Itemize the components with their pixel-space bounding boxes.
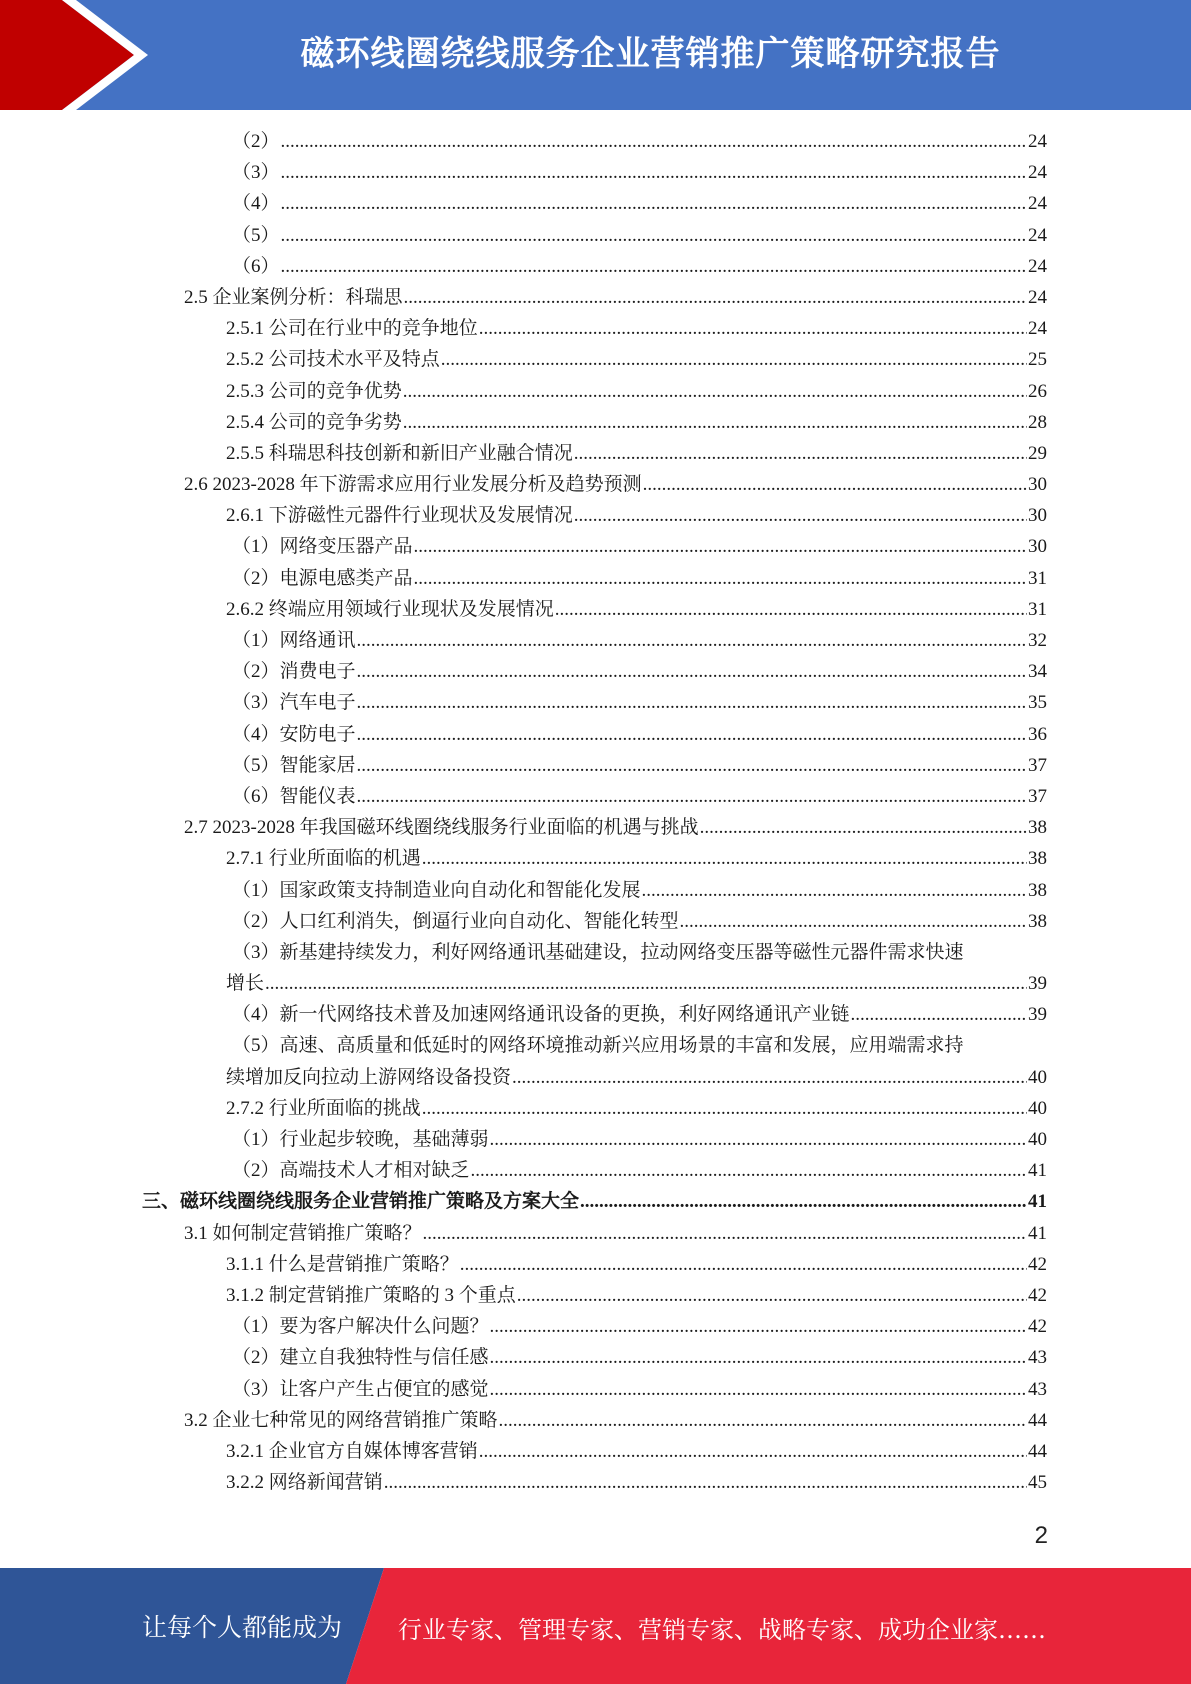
toc-entry-title: （3） [232,162,280,184]
toc-dot-leader [441,348,1027,372]
toc-entry-title: （5）高速、高质量和低延时的网络环境推动新兴应用场景的丰富和发展，应用端需求持 [232,1035,964,1057]
toc-entry[interactable] [0,1219,1191,1250]
toc-entry-title: 3.1 如何制定营销推广策略？ [184,1222,422,1244]
toc-dot-leader [471,1159,1027,1183]
toc-dot-leader [357,691,1027,715]
toc-entry-title: （3）让客户产生占便宜的感觉 [232,1378,489,1400]
toc-entry-page: 45 [1028,1472,1047,1494]
toc-entry[interactable] [0,1063,1191,1094]
toc-entry-title: （2）建立自我独特性与信任感 [232,1347,489,1369]
toc-entry-page: 43 [1028,1347,1047,1369]
toc-dot-leader [357,629,1027,653]
toc-entry[interactable] [0,813,1191,844]
toc-entry-page: 44 [1028,1409,1047,1431]
toc-dot-leader [490,1378,1027,1402]
toc-entry-title: 2.7.2 行业所面临的挑战 [226,1097,421,1119]
toc-entry-title: 3.1.2 制定营销推广策略的 3 个重点 [226,1284,516,1306]
toc-entry-title: （5）智能家居 [232,754,356,776]
toc-entry[interactable] [0,1031,1191,1062]
toc-entry-page: 30 [1028,505,1047,527]
toc-entry-page: 37 [1028,785,1047,807]
toc-entry-title: 2.5.4 公司的竞争劣势 [226,411,402,433]
toc-entry-title: （4）安防电子 [232,723,356,745]
toc-entry-title: （4）新一代网络技术普及加速网络通讯设备的更换，利好网络通讯产业链 [232,1004,850,1026]
toc-entry-page: 38 [1028,879,1047,901]
toc-dot-leader [642,879,1027,903]
toc-dot-leader [680,910,1027,934]
toc-entry-page: 38 [1028,848,1047,870]
toc-entry-page: 44 [1028,1440,1047,1462]
header-title: 磁环线圈绕线服务企业营销推广策略研究报告 [300,34,1001,74]
toc-entry-title: 续增加反向拉动上游网络设备投资 [226,1066,512,1088]
toc-dot-leader [851,1003,1027,1027]
toc-entry[interactable] [0,252,1191,283]
toc-entry[interactable] [0,564,1191,595]
toc-entry-page: 28 [1028,411,1047,433]
toc-entry[interactable] [0,969,1191,1000]
toc-entry[interactable] [0,501,1191,532]
toc-entry-page: 40 [1028,1129,1047,1150]
toc-entry-title: （1）要为客户解决什么问题？ [232,1316,489,1338]
page-header [0,0,1191,110]
toc-dot-leader [357,723,1027,747]
toc-entry[interactable] [0,844,1191,875]
toc-dot-leader [499,1409,1027,1433]
toc-entry-page: 31 [1028,567,1047,589]
toc-entry-page: 25 [1028,349,1047,371]
toc-dot-leader [357,754,1027,778]
toc-dot-leader [479,1440,1027,1464]
toc-entry-page: 31 [1028,598,1047,620]
toc-dot-leader [265,972,1027,996]
toc-entry-page: 40 [1028,1097,1047,1119]
toc-entry-page: 24 [1028,224,1047,246]
toc-dot-leader [384,1471,1027,1495]
page-number: 2 [1034,1522,1048,1549]
toc-dot-leader [422,1097,1027,1121]
toc-dot-leader [517,1284,1027,1308]
toc-entry-page: 32 [1028,630,1047,651]
toc-entry[interactable] [0,1281,1191,1312]
toc-entry-title: 增长 [226,973,265,995]
header-arrow-graphic [0,0,160,110]
toc-entry-title: （2）消费电子 [232,661,356,683]
toc-entry-title: （4） [232,193,280,215]
toc-entry-page: 24 [1028,193,1047,215]
toc-dot-leader [357,660,1027,684]
toc-entry-title: 2.7 2023-2028 年我国磁环线圈绕线服务行业面临的机遇与挑战 [184,817,699,839]
toc-entry[interactable] [0,1250,1191,1281]
toc-entry-page: 39 [1028,973,1047,995]
toc-entry-title: 2.6 2023-2028 年下游需求应用行业发展分析及趋势预测 [184,474,642,496]
toc-entry-title: （1）行业起步较晚，基础薄弱 [232,1129,489,1150]
toc-entry-title: （6） [232,255,280,277]
toc-dot-leader [423,1222,1027,1246]
toc-entry-page: 38 [1028,910,1047,932]
toc-entry-title: （2）高端技术人才相对缺乏 [232,1160,470,1182]
toc-entry[interactable] [0,314,1191,345]
toc-entry-title: （5） [232,224,280,246]
toc-dot-leader [512,1066,1027,1090]
toc-entry[interactable] [0,938,1191,969]
toc-entry-title: 3.2.2 网络新闻营销 [226,1472,383,1494]
toc-entry-title: 2.5.1 公司在行业中的竞争地位 [226,318,478,340]
toc-dot-leader [414,567,1027,591]
toc-entry-page: 24 [1028,318,1047,340]
toc-dot-leader [281,192,1027,216]
toc-entry[interactable] [0,1437,1191,1468]
toc-entry-page: 42 [1028,1253,1047,1275]
toc-entry[interactable] [0,1094,1191,1125]
toc-entry[interactable] [0,1156,1191,1187]
toc-entry-title: （2） [232,131,280,152]
toc-entry[interactable] [0,408,1191,439]
toc-entry-page: 24 [1028,286,1047,308]
toc-dot-leader [490,1315,1027,1339]
toc-entry-page: 30 [1028,536,1047,558]
toc-entry-page: 43 [1028,1378,1047,1400]
table-of-contents [0,127,1191,1499]
toc-entry[interactable] [0,345,1191,376]
toc-dot-leader [580,1190,1027,1214]
toc-entry[interactable] [0,377,1191,408]
toc-entry[interactable] [0,221,1191,252]
toc-entry-title: 2.5.5 科瑞思科技创新和新旧产业融合情况 [226,442,573,464]
toc-entry[interactable] [0,189,1191,220]
toc-entry-page: 39 [1028,1004,1047,1026]
toc-entry[interactable] [0,657,1191,688]
toc-entry-title: （2）电源电感类产品 [232,567,413,589]
toc-entry-page: 24 [1028,131,1047,152]
toc-entry[interactable] [0,595,1191,626]
toc-entry-title: 3.2.1 企业官方自媒体博客营销 [226,1440,478,1462]
toc-entry-title: 3.1.1 什么是营销推广策略？ [226,1253,459,1275]
toc-entry-title: 2.5.2 公司技术水平及特点 [226,349,440,371]
toc-dot-leader [422,847,1027,871]
toc-entry-title: 2.6.2 终端应用领域行业现状及发展情况 [226,598,554,620]
toc-entry[interactable] [0,1375,1191,1406]
toc-entry-title: 2.5 企业案例分析：科瑞思 [184,286,403,308]
toc-dot-leader [403,411,1027,435]
toc-entry[interactable] [0,283,1191,314]
toc-entry-title: （1）网络通讯 [232,630,356,651]
toc-dot-leader [460,1253,1027,1277]
toc-entry-page: 41 [1028,1222,1047,1244]
page-footer [0,1568,1191,1684]
toc-dot-leader [281,255,1027,279]
toc-entry[interactable] [0,1125,1191,1156]
toc-entry-page: 42 [1028,1316,1047,1338]
toc-dot-leader [700,816,1027,840]
toc-entry-page: 26 [1028,380,1047,402]
toc-entry[interactable] [0,626,1191,657]
toc-entry[interactable] [0,1343,1191,1374]
toc-entry-title: （3）新基建持续发力，利好网络通讯基础建设，拉动网络变压器等磁性元器件需求快速 [232,941,964,963]
toc-dot-leader [574,504,1027,528]
toc-entry[interactable] [0,1000,1191,1031]
toc-entry-page: 24 [1028,162,1047,184]
toc-entry[interactable] [0,720,1191,751]
toc-entry-title: （6）智能仪表 [232,785,356,807]
footer-roles: 行业专家、管理专家、营销专家、战略专家、成功企业家…… [398,1616,1046,1644]
toc-entry[interactable] [0,158,1191,189]
toc-entry-page: 37 [1028,754,1047,776]
toc-entry-title: 2.5.3 公司的竞争优势 [226,380,402,402]
toc-dot-leader [574,442,1027,466]
toc-entry[interactable] [0,782,1191,813]
toc-dot-leader [555,598,1027,622]
toc-entry[interactable] [0,1312,1191,1343]
toc-dot-leader [643,473,1027,497]
toc-entry-title: （2）人口红利消失，倒逼行业向自动化、智能化转型 [232,910,679,932]
toc-entry[interactable] [0,127,1191,158]
toc-entry-page: 34 [1028,661,1047,683]
toc-entry-title: （3）汽车电子 [232,692,356,714]
toc-entry-page: 41 [1028,1160,1047,1182]
toc-dot-leader [281,161,1027,185]
toc-entry[interactable] [0,1187,1191,1218]
toc-dot-leader [490,1346,1027,1370]
footer-slogan: 让每个人都能成为 [142,1613,343,1642]
toc-dot-leader [490,1128,1027,1152]
toc-dot-leader [281,224,1027,248]
toc-entry-title: 2.7.1 行业所面临的机遇 [226,848,421,870]
toc-entry-page: 24 [1028,255,1047,277]
toc-entry[interactable] [0,532,1191,563]
toc-entry-title: （1）国家政策支持制造业向自动化和智能化发展 [232,879,641,901]
toc-entry[interactable] [0,688,1191,719]
toc-entry[interactable] [0,1468,1191,1499]
toc-dot-leader [403,380,1027,404]
toc-dot-leader [357,785,1027,809]
toc-entry-page: 30 [1028,474,1047,496]
toc-entry[interactable] [0,439,1191,470]
toc-entry-page: 36 [1028,723,1047,745]
toc-entry-page: 41 [1028,1191,1047,1213]
toc-dot-leader [404,286,1027,310]
toc-entry-page: 35 [1028,692,1047,714]
toc-dot-leader [414,535,1027,559]
toc-entry[interactable] [0,876,1191,907]
toc-entry-page: 29 [1028,442,1047,464]
toc-dot-leader [281,130,1027,154]
toc-entry-title: 2.6.1 下游磁性元器件行业现状及发展情况 [226,505,573,527]
toc-entry-title: （1）网络变压器产品 [232,536,413,558]
toc-entry[interactable] [0,1406,1191,1437]
toc-entry-page: 40 [1028,1066,1047,1088]
toc-entry-page: 38 [1028,817,1047,839]
toc-entry-title: 三、磁环线圈绕线服务企业营销推广策略及方案大全 [142,1191,580,1213]
toc-entry-page: 42 [1028,1284,1047,1306]
toc-entry-title: 3.2 企业七种常见的网络营销推广策略 [184,1409,498,1431]
toc-entry[interactable] [0,470,1191,501]
toc-entry[interactable] [0,907,1191,938]
toc-dot-leader [479,317,1027,341]
toc-entry[interactable] [0,751,1191,782]
